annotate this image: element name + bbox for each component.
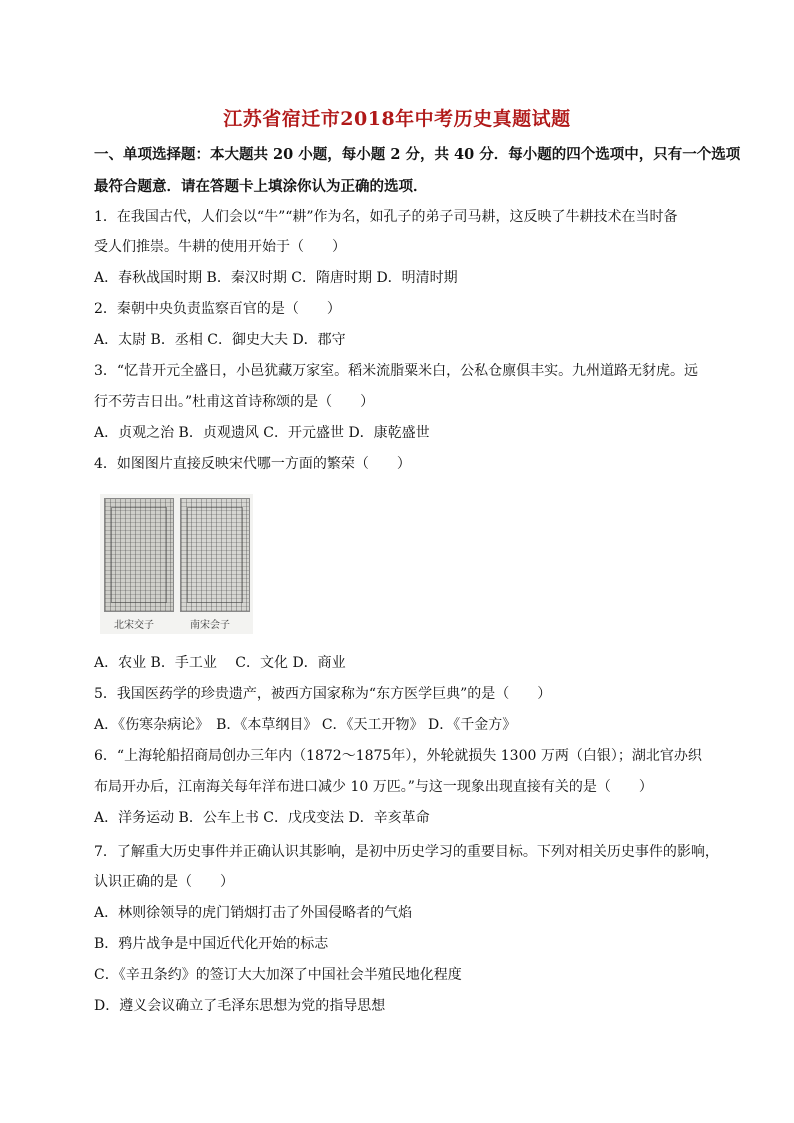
question-7-option-d: D．遵义会议确立了毛泽东思想为党的指导思想 (94, 998, 386, 1014)
section-instructions-line-2: 最符合题意．请在答题卡上填涂你认为正确的选项． (94, 178, 428, 195)
song-paper-money-image (100, 494, 253, 634)
question-7-stem-line-1: 7．了解重大历史事件并正确认识其影响，是初中历史学习的重要目标。下列对相关历史事件的影响， (94, 844, 719, 860)
question-1-stem-line-2: 受人们推崇。牛耕的使用开始于（ ） (94, 239, 346, 255)
question-5-stem: 5．我国医药学的珍贵遗产，被西方国家称为“东方医学巨典”的是（ ） (94, 686, 552, 702)
question-7-stem-line-2: 认识正确的是（ ） (94, 874, 234, 890)
question-4-stem: 4．如图图片直接反映宋代哪一方面的繁荣（ ） (94, 456, 411, 472)
question-6-stem-line-1: 6．“上海轮船招商局创办三年内（1872～1875年），外轮就损失 1300 万两（白银）；湖北官办织 (94, 748, 702, 764)
figure-caption-right: 南宋会子 (190, 620, 230, 631)
page-title: 江苏省宿迁市2018年中考历史真题试题 (223, 108, 571, 130)
question-3-options: A．贞观之治 B．贞观遗风 C．开元盛世 D．康乾盛世 (94, 425, 430, 441)
question-1-stem-line-1: 1．在我国古代，人们会以“牛”“耕”作为名，如孔子的弟子司马耕，这反映了牛耕技术在当时备 (94, 209, 678, 225)
jiaozi-banknote-image (104, 498, 174, 612)
question-6-stem-line-2: 布局开办后，江南海关每年洋布进口减少 10 万匹。”与这一现象出现直接有关的是（ ） (94, 779, 653, 795)
question-2-stem: 2．秦朝中央负责监察百官的是（ ） (94, 301, 341, 317)
question-3-stem-line-2: 行不劳吉日出。”杜甫这首诗称颂的是（ ） (94, 394, 375, 410)
question-4-options: A．农业 B．手工业 C．文化 D．商业 (94, 655, 346, 671)
question-7-option-b: B．鸦片战争是中国近代化开始的标志 (94, 936, 329, 952)
question-1-options: A．春秋战国时期 B．秦汉时期 C．隋唐时期 D．明清时期 (94, 270, 458, 286)
question-6-options: A．洋务运动 B．公车上书 C．戊戌变法 D．辛亥革命 (94, 810, 430, 826)
question-7-option-c: C．《辛丑条约》的签订大大加深了中国社会半殖民地化程度 (94, 967, 462, 983)
question-3-stem-line-1: 3．“忆昔开元全盛日，小邑犹藏万家室。稻米流脂粟米白，公私仓廪俱丰实。九州道路无豺虎。远 (94, 363, 699, 379)
figure-caption-left: 北宋交子 (114, 620, 154, 631)
section-instructions-line-1: 一、单项选择题：本大题共 20 小题，每小题 2 分，共 40 分．每小题的四个选项中，只有一个选项 (94, 146, 741, 163)
question-2-options: A．太尉 B．丞相 C．御史大夫 D．郡守 (94, 332, 346, 348)
question-7-option-a: A．林则徐领导的虎门销烟打击了外国侵略者的气焰 (94, 905, 413, 921)
question-5-options: A．《伤寒杂病论》 B．《本草纲目》 C．《天工开物》 D．《千金方》 (94, 717, 517, 733)
huizi-banknote-image (180, 498, 250, 612)
